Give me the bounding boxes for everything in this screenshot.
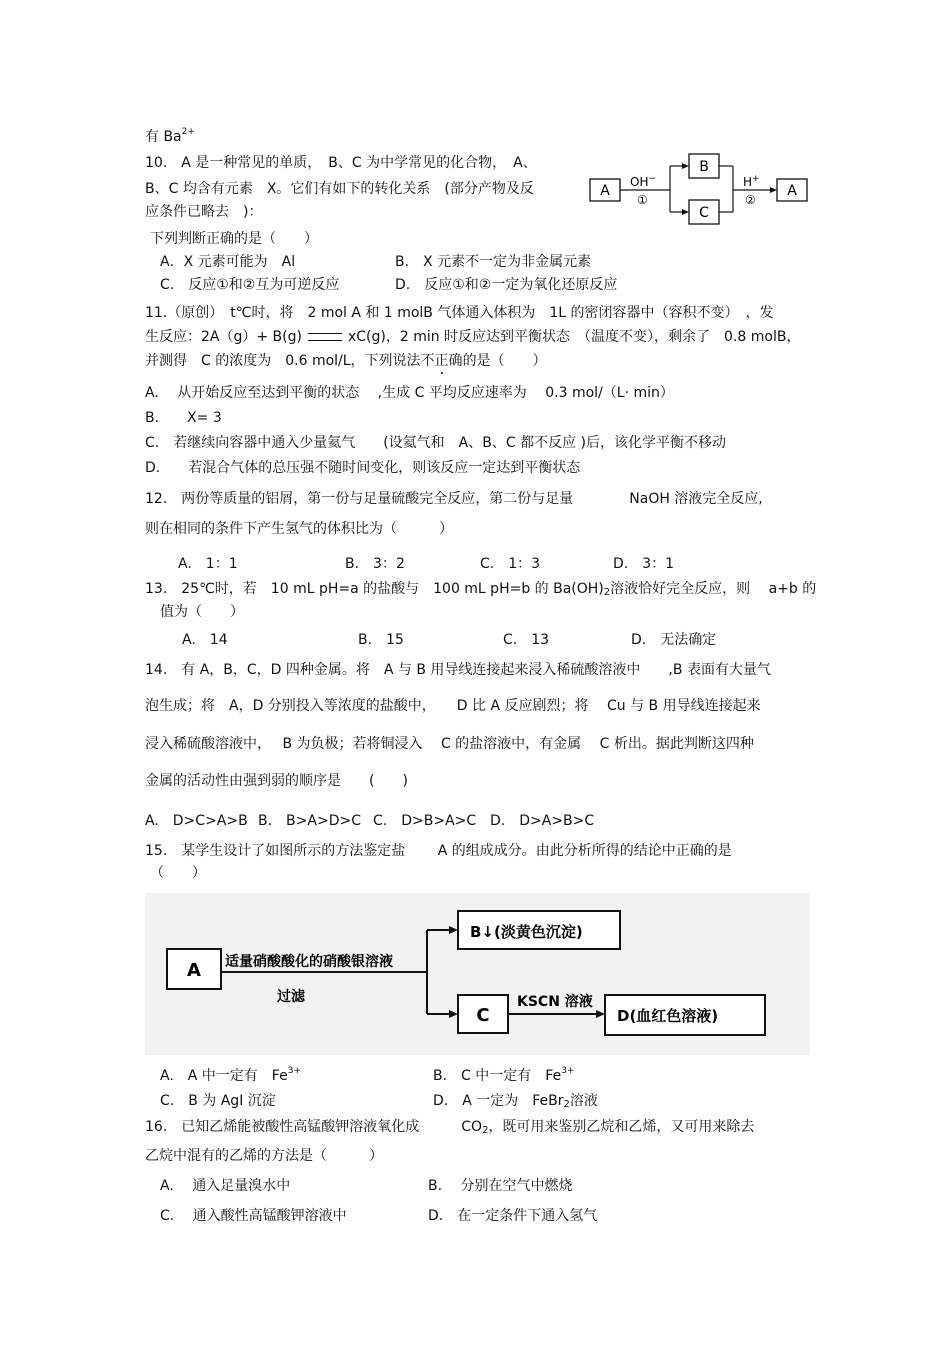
q9-tail: 有 $Ba^{2+}$ — [145, 127, 195, 145]
q11-line2: 生反应：2A（g）+ B(g) xC(g)，2 min 时反应达到平衡状态 （温度不变），剩余了 0.8 molB， — [145, 329, 801, 345]
q10-box-c-label: C — [699, 205, 709, 221]
q10-line1: 10. A 是一种常见的单质， B、C 为中学常见的化合物， A、 — [145, 155, 537, 171]
q13-option-b: B. 15 — [358, 632, 404, 648]
equilibrium-sign — [308, 333, 342, 341]
q16-option-d: D. 在一定条件下通入氢气 — [428, 1208, 598, 1224]
q10-line3: 应条件已略去 )： — [145, 204, 263, 220]
q15-box-b-label: B↓(淡黄色沉淀) — [470, 923, 583, 941]
q15-line2: （ ） — [150, 865, 206, 881]
q10-box-a-label: A — [600, 183, 610, 199]
q10-box-b-label: B — [699, 159, 709, 175]
q14-option-b: B. B>A>D>C — [258, 813, 361, 829]
q10-option-b: B. X 元素不一定为非金属元素 — [395, 254, 592, 270]
q14-line2: 泡生成；将 A，D 分别投入等浓度的盐酸中， D 比 A 反应剧烈；将 Cu 与 B 用导线连接起来 — [145, 698, 761, 714]
q12-option-d: D. 3：1 — [613, 556, 675, 572]
q15-option-c: C. B 为 AgI 沉淀 — [160, 1093, 276, 1109]
q13-option-a: A. 14 — [182, 632, 228, 648]
q11-option-b: B. X= 3 — [145, 410, 222, 426]
q13-line2: 值为（ ） — [160, 604, 244, 620]
q10-step2: ② — [745, 193, 756, 207]
q10-stem: 下列判断正确的是（ ） — [150, 231, 318, 247]
q13-option-c: C. 13 — [503, 632, 550, 648]
q16-option-c: C. 通入酸性高锰酸钾溶液中 — [160, 1208, 347, 1224]
q10-option-d: D. 反应①和②一定为氧化还原反应 — [395, 277, 618, 293]
q11-line1: 11.（原创） t℃时，将 2 mol A 和 1 molB 气体通入体积为 1L 的密闭容器中（容积不变） ，发 — [145, 305, 774, 321]
q15-option-a: A. A 中一定有 $Fe^{3+}$ — [160, 1066, 301, 1084]
q10-step1: ① — [637, 193, 648, 207]
q15-kscn: KSCN 溶液 — [517, 994, 593, 1010]
q11-emphasis-not-correct: 不正确 — [420, 353, 463, 369]
q10-transformation-diagram — [585, 148, 810, 228]
q15-box-c-label: C — [476, 1005, 490, 1026]
q14-option-c: C. D>B>A>C — [373, 813, 477, 829]
q11-line3: 并测得 C 的浓度为 0.6 mol/L，下列说法不正确的是（ ） — [145, 353, 547, 369]
q10-box-a2-label: A — [787, 183, 797, 199]
q10-line2: B、C 均含有元素 X。它们有如下的转化关系 (部分产物及反 — [145, 181, 534, 197]
q14-option-d: D. D>A>B>C — [490, 813, 595, 829]
q14-option-a: A. D>C>A>B — [145, 813, 248, 829]
q11-option-d: D. 若混合气体的总压强不随时间变化，则该反应一定达到平衡状态 — [145, 460, 581, 476]
q15-box-d-label: D(血红色溶液) — [617, 1007, 719, 1025]
q10-option-c: C. 反应①和②互为可逆反应 — [160, 277, 340, 293]
q16-option-a: A. 通入足量溴水中 — [160, 1178, 291, 1194]
q14-line1: 14. 有 A，B，C，D 四种金属。将 A 与 B 用导线连接起来浸入稀硫酸溶液中 ,B 表面有大量气 — [145, 662, 771, 678]
q16-line1: 16. 已知乙烯能被酸性高锰酸钾溶液氧化成 $CO_2$，既可用来鉴别乙烷和乙烯，又可用来除去 — [145, 1119, 755, 1136]
q12-option-a: A. 1：1 — [178, 556, 238, 572]
q15-filter: 过滤 — [277, 989, 305, 1005]
q15-box-a-label: A — [187, 960, 201, 981]
q11-option-c: C. 若继续向容器中通入少量氦气 (设氦气和 A、B、C 都不反应 )后，该化学平衡不移动 — [145, 435, 727, 451]
q10-option-a: A．X 元素可能为 Al — [160, 254, 296, 270]
q15-option-d: D. A 一定为 FeBr$_2$溶液 — [433, 1093, 598, 1110]
q16-line2: 乙烷中混有的乙烯的方法是（ ） — [145, 1148, 383, 1164]
q15-option-b: B. C 中一定有 $Fe^{3+}$ — [433, 1066, 575, 1084]
q11-option-a: A. 从开始反应至达到平衡的状态 ,生成 C 平均反应速率为 0.3 mol/（L· min） — [145, 385, 674, 401]
q14-line3: 浸入稀硫酸溶液中， B 为负极；若将铜浸入 C 的盐溶液中，有金属 C 析出。据此判断这四种 — [145, 736, 754, 752]
q13-line1: 13. 25℃时，若 10 mL pH=a 的盐酸与 100 mL pH=b 的 $Ba(OH)_2$溶液恰好完全反应，则 a+b 的 — [145, 581, 817, 598]
q14-line4: 金属的活动性由强到弱的顺序是 ( ) — [145, 773, 408, 789]
q15-flow-diagram — [145, 893, 810, 1055]
q15-reagent: 适量硝酸酸化的硝酸银溶液 — [225, 954, 393, 970]
q12-option-b: B. 3：2 — [345, 556, 405, 572]
q10-reagent2: H+ — [743, 174, 760, 189]
q10-reagent1: OH− — [630, 174, 657, 189]
q12-line2: 则在相同的条件下产生氢气的体积比为（ ） — [145, 521, 453, 537]
q15-line1: 15. 某学生设计了如图所示的方法鉴定盐 A 的组成成分。由此分析所得的结论中正确的是 — [145, 843, 732, 859]
q13-option-d: D. 无法确定 — [631, 632, 717, 648]
q12-option-c: C. 1：3 — [480, 556, 541, 572]
q12-line1: 12. 两份等质量的铝屑，第一份与足量硫酸完全反应，第二份与足量 NaOH 溶液完全反应, — [145, 491, 763, 507]
q16-option-b: B. 分别在空气中燃烧 — [428, 1178, 573, 1194]
